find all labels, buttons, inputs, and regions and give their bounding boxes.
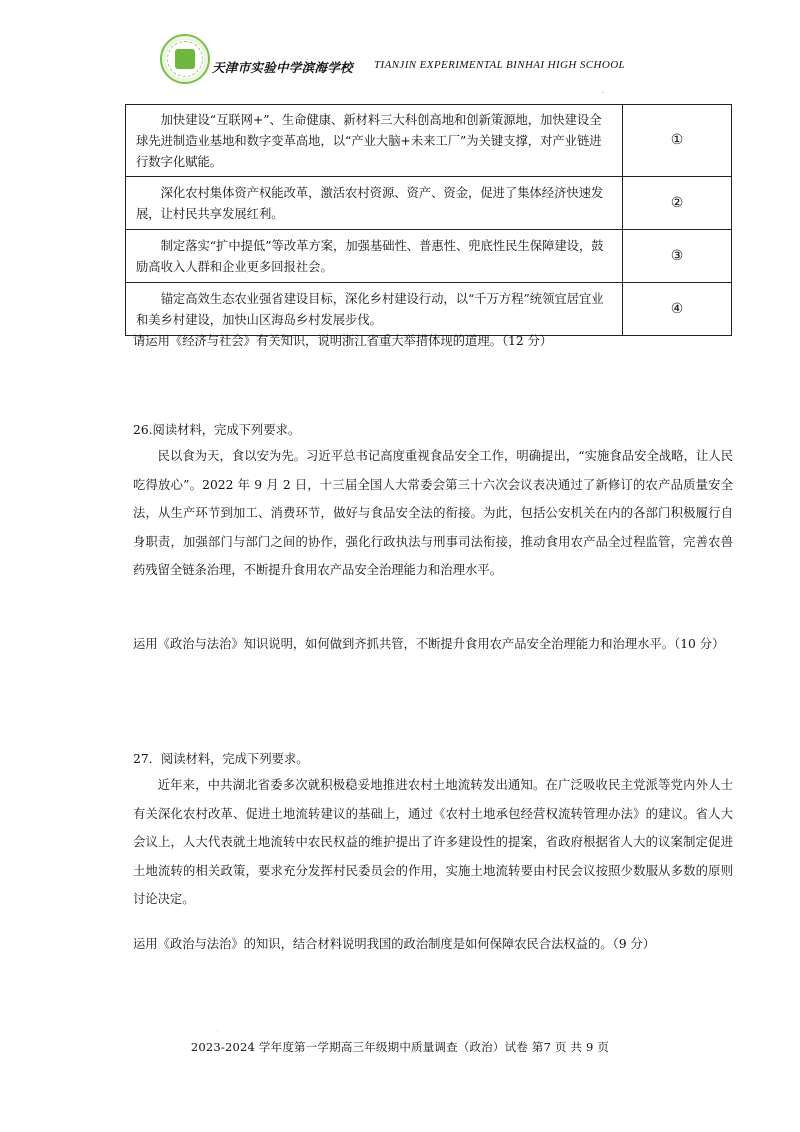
measure-number: ① bbox=[623, 105, 732, 177]
q27-material: 近年来，中共湖北省委多次就积极稳妥地推进农村土地流转发出通知。在广泛吸收民主党派等党内外人士有关深化农村改革、促进土地流转建议的基础上，通过《农村土地承包经营权流转管理办法》的建议。省人大会议上，人大代表就土地流转中农民权益的维护提出了许多建设性的提案，省政府根据省人大的议案制定促进土地流转的相关政策，要求充分发挥村民委员会的作用，实施土地流转要由村民会议按照少数服从多数的原则讨论决定。 bbox=[133, 778, 733, 906]
logo-emblem bbox=[175, 49, 195, 69]
page-header bbox=[160, 30, 630, 100]
measure-number: ④ bbox=[623, 283, 732, 336]
school-name-en: TIANJIN EXPERIMENTAL BINHAI HIGH SCHOOL bbox=[374, 59, 626, 71]
page-footer: 2023-2024 学年度第一学期高三年级期中质量调查（政治）试卷 第7 页 共 9 页 bbox=[190, 1040, 610, 1054]
measure-text: 深化农村集体资产权能改革，激活农村资源、资产、资金，促进了集体经济快速发展，让村民共享发展红利。 bbox=[126, 177, 623, 230]
q25-task: 请运用《经济与社会》有关知识，说明浙江省重大举措体现的道理。（12 分） bbox=[133, 334, 553, 348]
measure-text: 锚定高效生态农业强省建设目标，深化乡村建设行动，以“千万方程”统领宜居宜业和美乡村建设，加快山区海岛乡村发展步伐。 bbox=[126, 283, 623, 336]
measure-number: ③ bbox=[623, 230, 732, 283]
stray-mark: . bbox=[602, 88, 604, 95]
footer-dot: . bbox=[217, 1028, 219, 1034]
school-logo-icon bbox=[160, 34, 210, 84]
q26-title: 26.阅读材料，完成下列要求。 bbox=[133, 423, 301, 437]
school-name-cn: 天津市实验中学滨海学校 bbox=[212, 60, 353, 75]
table-row bbox=[126, 230, 732, 283]
table-row bbox=[126, 105, 732, 177]
q26-material: 民以食为天，食以安为先。习近平总书记高度重视食品安全工作，明确提出，“实施食品安全战略，让人民吃得放心”。2022 年 9 月 2 日，十三届全国人大常委会第三十六次会议表决通过了新修订的农产品质量安全法，从生产环节到加工、消费环节，做好与食品安全法的衔接。为此，包括公安机关在内的各部门积极履行自身职责，加强部门与部门之间的协作，强化行政执法与刑事司法衔接，推动食用农产品全过程监管，完善农兽药残留全链条治理，不断提升食用农产品安全治理能力和治理水平。 bbox=[133, 449, 733, 577]
measure-number: ② bbox=[623, 177, 732, 230]
measures-table bbox=[125, 104, 732, 336]
q27-task: 运用《政治与法治》的知识，结合材料说明我国的政治制度是如何保障农民合法权益的。（9 分） bbox=[133, 937, 656, 951]
measure-text: 制定落实“扩中提低”等改革方案，加强基础性、普惠性、兜底性民生保障建设，鼓励高收入人群和企业更多回报社会。 bbox=[126, 230, 623, 283]
q27-title: 27．阅读材料，完成下列要求。 bbox=[133, 752, 309, 766]
q26-task: 运用《政治与法治》知识说明，如何做到齐抓共管，不断提升食用农产品安全治理能力和治理水平。（10 分） bbox=[133, 637, 725, 651]
table-row bbox=[126, 177, 732, 230]
measure-text: 加快建设“互联网+”、生命健康、新材料三大科创高地和创新策源地，加快建设全球先进制造业基地和数字变革高地，以“产业大脑+未来工厂”为关键支撑，对产业链进行数字化赋能。 bbox=[126, 105, 623, 177]
